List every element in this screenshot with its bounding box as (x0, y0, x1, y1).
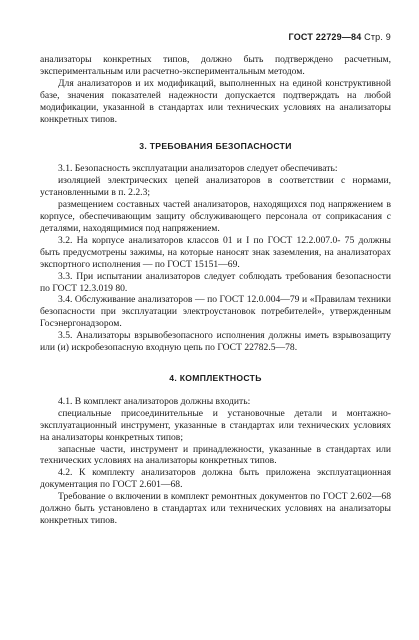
section-3-paragraph-2: изоляцией электрических цепей анализаторов в соответствии с нормами, установленными в п. 2.2.3; (40, 175, 391, 199)
standard-number: ГОСТ 22729—84 (288, 32, 362, 42)
page-header (289, 32, 391, 42)
section-4-paragraph-5: Требование о включении в комплект ремонтных документов по ГОСТ 2.602—68 должно быть установлено в стандартах или технических условиях на анализаторы конкретных типов. (40, 491, 391, 526)
section-3-paragraph-6: 3.4. Обслуживание анализаторов — по ГОСТ 12.0.004—79 и «Правилам техники безопасности при эксплуатации электроустановок потребителей», утвержденным Госэнергонадзором. (40, 294, 391, 330)
intro-paragraph-2: Для анализаторов и их модификаций, выполненных на единой конструктивной базе, значения показателей надежности допускается подтверждать на любой модификации, указанной в стандартах или технических условиях на анализаторы конкретных типов. (40, 77, 391, 125)
section-4-paragraph-3: запасные части, инструмент и принадлежности, указанные в стандартах или технических условиях на анализаторы конкретных типов. (40, 443, 391, 467)
section-4-paragraph-4: 4.2. К комплекту анализаторов должна быть приложена эксплуатационная документация по ГОСТ 2.601—68. (40, 467, 391, 491)
page-number: Стр. 9 (364, 32, 391, 42)
section-3-paragraph-7: 3.5. Анализаторы взрывобезопасного исполнения должны иметь взрывозащиту или (и) искробезопасную входную цепь по ГОСТ 22782.5—78. (40, 330, 391, 354)
section-3-heading: 3. ТРЕБОВАНИЯ БЕЗОПАСНОСТИ (139, 141, 292, 152)
intro-paragraph-1: анализаторы конкретных типов, должно быть подтверждено расчетным, экспериментальным или расчетно-экспериментальным методом. (40, 54, 391, 77)
page-body (40, 54, 391, 527)
section-4-heading: 4. КОМПЛЕКТНОСТЬ (169, 372, 262, 383)
section-3-paragraph-4: 3.2. На корпусе анализаторов классов 01 и I по ГОСТ 12.2.007.0- 75 должны быть предусмотрены зажимы, на которые наносят знак заземления, на анализаторах экспортного исполнения — по ГОСТ 15151—69. (40, 234, 391, 270)
section-3-paragraph-5: 3.3. При испытании анализаторов следует соблюдать требования безопасности по ГОСТ 12.3.019 80. (40, 270, 391, 294)
section-3-paragraph-1: 3.1. Безопасность эксплуатации анализаторов следует обеспечивать: (58, 163, 338, 175)
section-3-paragraph-3: размещением составных частей анализаторов, находящихся под напряжением в корпусе, обеспечивающим защиту обслуживающего персонала от соприкасания с деталями, находящимися под напряжением. (40, 199, 391, 234)
section-4-paragraph-2: специальные присоединительные и установочные детали и монтажно-эксплуатационный инструмент, указанные в стандартах или технических условиях на анализаторы конкретных типов; (40, 407, 391, 443)
section-4-paragraph-1: 4.1. В комплект анализаторов должны входить: (58, 395, 251, 407)
